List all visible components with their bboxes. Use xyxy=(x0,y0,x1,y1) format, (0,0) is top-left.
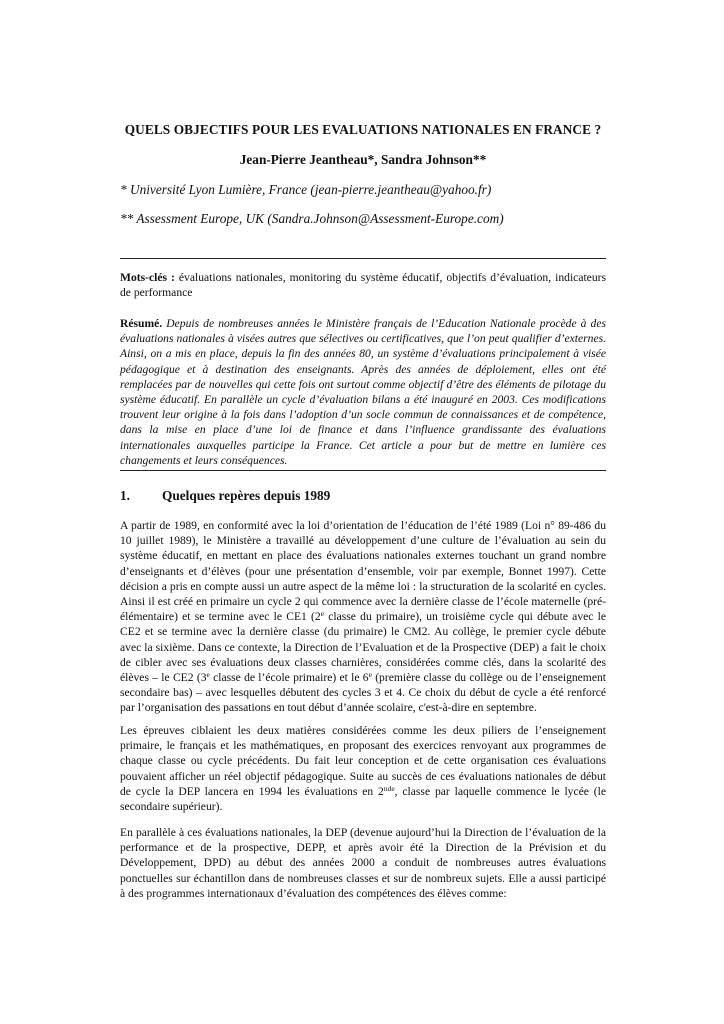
section-number: 1. xyxy=(120,488,130,503)
top-divider xyxy=(120,258,606,259)
paper-title: QUELS OBJECTIFS POUR LES EVALUATIONS NATIONALES EN FRANCE ? xyxy=(124,122,602,137)
abstract-block xyxy=(120,316,606,468)
affiliation-1: * Université Lyon Lumière, France (jean-pierre.jeantheau@yahoo.fr) xyxy=(120,182,492,197)
keywords-block xyxy=(120,270,606,300)
keywords-label: Mots-clés : xyxy=(120,271,175,284)
body-paragraph-3: En parallèle à ces évaluations nationales, la DEP (devenue aujourd’hui la Direction de l’évaluation de la performance et de la prospective, DEPP, et après avoir été la Direction de la Prévision et du Développement, DPD) au début des années 2000 a conduit de nombreuses autres évaluations ponctuelles sur échantillon dans de nombreuses classes et sur de nombreux sujets. Elle a aussi participé à des programmes internationaux d’évaluation des compétences des élèves comme: xyxy=(120,826,606,900)
superscript: e xyxy=(206,670,210,680)
paragraph-1-text-b: classe du primaire), un troisième cycle qui débute avec le CE2 et se termine avec la dernière classe (du primaire) le CM2. Au collège, le premier cycle débute avec la sixième. Dans ce contexte, la Direction de l’Evaluation et de la Prospective (DEP) a fait le choix de cibler avec ses évaluations deux classes charnières, considérées comme clés, dans la scolarité des élèves – le CE2 (3 xyxy=(120,610,606,685)
superscript: e xyxy=(320,609,325,619)
body-paragraph-2 xyxy=(120,723,606,814)
section-heading xyxy=(120,488,606,504)
paragraph-1-text-d: (première classe du collège ou de l’enseignement secondaire bas) – avec lesquelles débutent des cycles 3 et 4. Ce choix du début de cycle a été renforcé par l’organisation des passations en tout début d’année scolaire, c'est-à-dire en septembre. xyxy=(120,671,606,715)
bottom-divider xyxy=(120,470,606,471)
body-paragraph-1 xyxy=(120,518,606,716)
paragraph-1-text-c: classe de l’école primaire) et le 6 xyxy=(209,671,369,685)
superscript: nde xyxy=(383,783,395,793)
paragraph-1-text-a: A partir de 1989, en conformité avec la loi d’orientation de l’éducation de l’été 1989 (Loi n° 89-486 du 10 juillet 1989), le Ministère a travaillé au développement d’une culture de l’évaluation au sein du système éducatif, en mettant en place des évaluations nationales externes touchant un grand nombre d’enseignants et d’élèves (pour une présentation d’ensemble, voir par exemple, Bonnet 1997). Cette décision a pris en compte aussi un autre aspect de la même loi : la structuration de la scolarité en cycles. Ainsi il est créé en primaire un cycle 2 qui commence avec la dernière classe de l’école maternelle (pré-élémentaire) et se termine avec le CE1 (2 xyxy=(120,519,606,624)
affiliation-2: ** Assessment Europe, UK (Sandra.Johnson@Assessment-Europe.com) xyxy=(120,211,504,226)
paper-authors: Jean-Pierre Jeantheau*, Sandra Johnson** xyxy=(239,152,487,167)
paragraph-2-text-a: Les épreuves ciblaient les deux matières considérées comme les deux piliers de l’enseignement primaire, le français et les mathématiques, en proposant des exercices renvoyant aux programmes de chaque classe ou cycle précédents. Du fait leur conception et de cette organisation ces évaluations pouvaient afficher un réel objectif pédagogique. Suite au succès de ces évaluations nationales de début de cycle la DEP lancera en 1994 les évaluations en 2 xyxy=(120,724,606,798)
paragraph-2-text-b: , classe par laquelle commence le lycée (le secondaire supérieur). xyxy=(120,784,606,814)
abstract-label: Résumé. xyxy=(120,317,163,330)
superscript: e xyxy=(368,670,372,680)
section-title: Quelques repères depuis 1989 xyxy=(162,488,331,503)
keywords-text: évaluations nationales, monitoring du système éducatif, objectifs d’évaluation, indicateurs de performance xyxy=(120,271,606,300)
abstract-text: Depuis de nombreuses années le Ministère français de l’Education Nationale procède à des évaluations nationales à visées autres que sélectives ou certificatives, que l’on peut qualifier d’externes. Ainsi, on a mis en place, depuis la fin des années 80, un système d’évaluations principalement à visée pédagogique et à destination des enseignants. Après des années de déploiement, elles ont été remplacées par de nouvelles qui cette fois ont surtout comme objectif d’être des éléments de pilotage du système éducatif. En parallèle un cycle d’évaluation bilans a été inauguré en 2003. Ces modifications trouvent leur origine à la fois dans l’adoption d’un socle commun de connaissances et de compétence, dans la mise en place d’une loi de finance et dans l’influence grandissante des évaluations internationales auxquelles participe la France. Cet article a pour but de mettre en lumière ces changements et leurs conséquences. xyxy=(120,317,606,467)
